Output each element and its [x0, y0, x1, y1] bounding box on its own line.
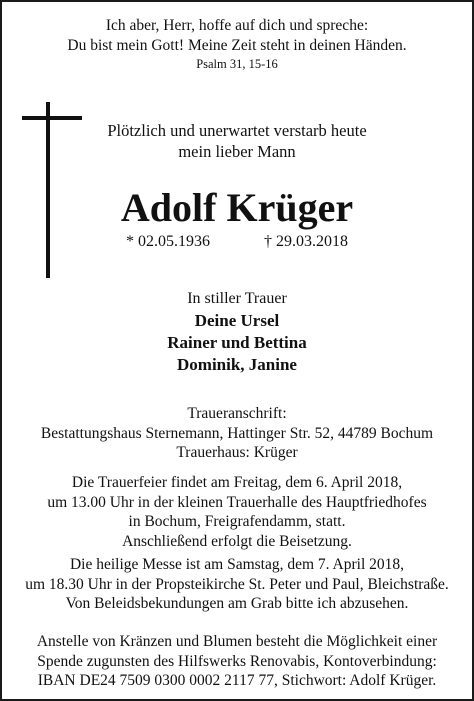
mourning-address	[2, 404, 472, 463]
mourner-name: Dominik, Janine	[177, 355, 297, 374]
address-line: Bestattungshaus Sternemann, Hattinger Str. 52, 44789 Bochum	[40, 424, 434, 442]
donation-line: Spende zugunsten des Hilfswerks Renovabis, Kontoverbindung:	[37, 652, 437, 670]
donation-line: Anstelle von Kränzen und Blumen besteht die Möglichkeit einer	[36, 633, 438, 650]
mourners-heading: In stiller Trauer	[187, 290, 287, 307]
funeral-details	[2, 473, 472, 551]
donation-line: IBAN DE24 7509 0300 0002 2117 77, Stichwort: Adolf Krüger.	[37, 672, 437, 689]
intro-line-1: Plötzlich und unerwartet verstarb heute	[107, 121, 367, 140]
mourning-house: Trauerhaus: Krüger	[176, 444, 298, 461]
psalm-quote	[2, 16, 472, 73]
death-date: † 29.03.2018	[264, 233, 348, 250]
mourners-list	[2, 288, 472, 376]
funeral-line: Anschließend erfolgt die Beisetzung.	[122, 532, 352, 550]
mourner-name: Deine Ursel	[194, 311, 280, 330]
mourner-name: Rainer und Bettina	[167, 333, 307, 352]
address-label: Traueranschrift:	[187, 405, 287, 422]
intro-line-2: mein lieber Mann	[178, 142, 296, 161]
funeral-line: Die Trauerfeier findet am Freitag, dem 6. April 2018,	[71, 474, 403, 491]
mass-details	[2, 555, 472, 614]
deceased-name: Adolf Krüger	[120, 185, 354, 230]
death-announcement	[2, 120, 472, 162]
psalm-reference: Psalm 31, 15-16	[196, 57, 278, 71]
psalm-line-1: Ich aber, Herr, hoffe auf dich und spreche:	[105, 17, 369, 34]
funeral-line: um 13.00 Uhr in der kleinen Trauerhalle des Hauptfriedhofes	[47, 493, 427, 511]
mass-line: Von Beleidsbekundungen am Grab bitte ich abzusehen.	[65, 595, 409, 612]
mass-line: um 18.30 Uhr in der Propsteikirche St. Peter und Paul, Bleichstraße.	[25, 575, 449, 593]
mass-line: Die heilige Messe ist am Samstag, dem 7. April 2018,	[69, 556, 405, 573]
funeral-line: in Bochum, Freigrafendamm, statt.	[128, 513, 346, 530]
life-dates	[2, 232, 472, 252]
birth-date: * 02.05.1936	[126, 233, 210, 250]
donation-details	[2, 632, 472, 691]
psalm-line-2: Du bist mein Gott! Meine Zeit steht in deinen Händen.	[67, 37, 407, 54]
